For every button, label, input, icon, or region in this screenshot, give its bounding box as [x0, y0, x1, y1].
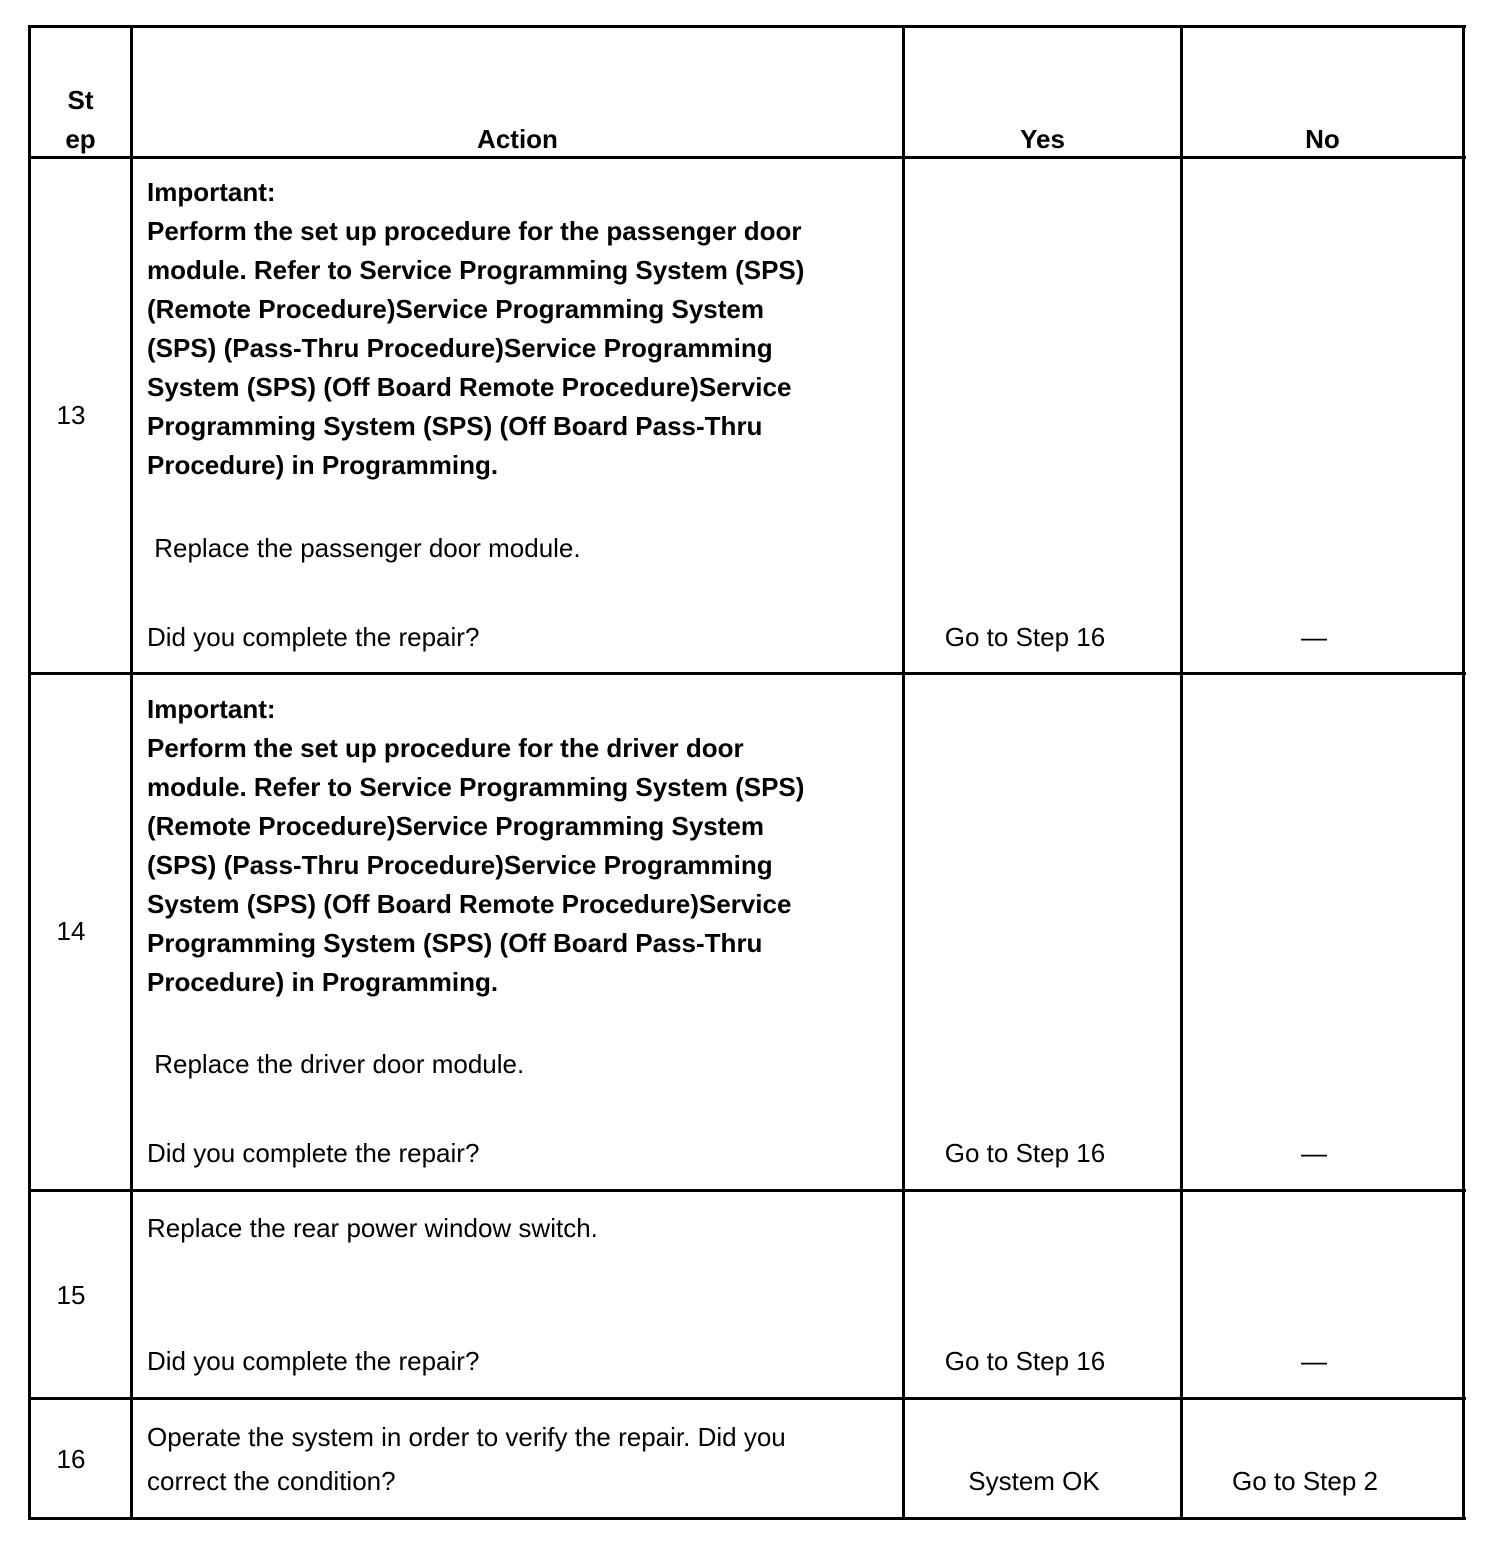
header-step-line1: St — [67, 85, 94, 115]
row-divider — [28, 1189, 1466, 1192]
important-text-line: (Remote Procedure)Service Programming System — [147, 811, 764, 841]
header-step-line2: ep — [65, 124, 96, 154]
step-number: 13 — [56, 400, 86, 430]
question-text: Did you complete the repair? — [147, 1346, 480, 1376]
yes-result: Go to Step 16 — [944, 1346, 1106, 1376]
no-result: — — [1301, 1346, 1327, 1376]
yes-result: System OK — [968, 1466, 1100, 1496]
question-text: Did you complete the repair? — [147, 622, 480, 652]
table-border-bottom — [28, 1517, 1466, 1520]
no-result: — — [1301, 622, 1327, 652]
step-number: 16 — [56, 1444, 86, 1474]
no-result: Go to Step 2 — [1232, 1466, 1378, 1496]
important-text-line: (SPS) (Pass-Thru Procedure)Service Programming — [147, 850, 773, 880]
step-number: 14 — [56, 916, 86, 946]
table-border-right — [1462, 25, 1465, 1520]
column-divider — [902, 25, 905, 1520]
important-text-line: Procedure) in Programming. — [147, 967, 499, 997]
yes-result: Go to Step 16 — [944, 1138, 1106, 1168]
important-text-line: Perform the set up procedure for the passenger door — [147, 216, 802, 246]
column-divider — [1180, 25, 1183, 1520]
header-action: Action — [477, 124, 558, 154]
row-divider — [28, 1397, 1466, 1400]
important-text-line: (Remote Procedure)Service Programming System — [147, 294, 764, 324]
action-text-line: correct the condition? — [147, 1466, 396, 1496]
important-text-line: Programming System (SPS) (Off Board Pass-Thru — [147, 411, 763, 441]
action-text-line: Operate the system in order to verify the repair. Did you — [147, 1422, 786, 1452]
important-text-line: Procedure) in Programming. — [147, 450, 499, 480]
important-text-line: Programming System (SPS) (Off Board Pass-Thru — [147, 928, 763, 958]
instruction-text: Replace the driver door module. — [147, 1049, 525, 1079]
important-text-line: Perform the set up procedure for the driver door — [147, 733, 744, 763]
important-text-line: module. Refer to Service Programming System (SPS) — [147, 772, 805, 802]
table-border-top — [28, 25, 1466, 28]
important-label: Important: — [147, 177, 276, 207]
header-no: No — [1305, 124, 1340, 154]
no-result: — — [1301, 1138, 1327, 1168]
row-divider — [28, 672, 1466, 675]
important-label: Important: — [147, 694, 276, 724]
important-text-line: System (SPS) (Off Board Remote Procedure)Service — [147, 889, 792, 919]
yes-result: Go to Step 16 — [944, 622, 1106, 652]
instruction-text: Replace the rear power window switch. — [147, 1213, 598, 1243]
important-text-line: module. Refer to Service Programming System (SPS) — [147, 255, 805, 285]
question-text: Did you complete the repair? — [147, 1138, 480, 1168]
column-divider — [130, 25, 133, 1520]
instruction-text: Replace the passenger door module. — [147, 533, 581, 563]
important-text-line: System (SPS) (Off Board Remote Procedure)Service — [147, 372, 792, 402]
important-text-line: (SPS) (Pass-Thru Procedure)Service Programming — [147, 333, 773, 363]
step-number: 15 — [56, 1280, 86, 1310]
header-yes: Yes — [1020, 124, 1065, 154]
